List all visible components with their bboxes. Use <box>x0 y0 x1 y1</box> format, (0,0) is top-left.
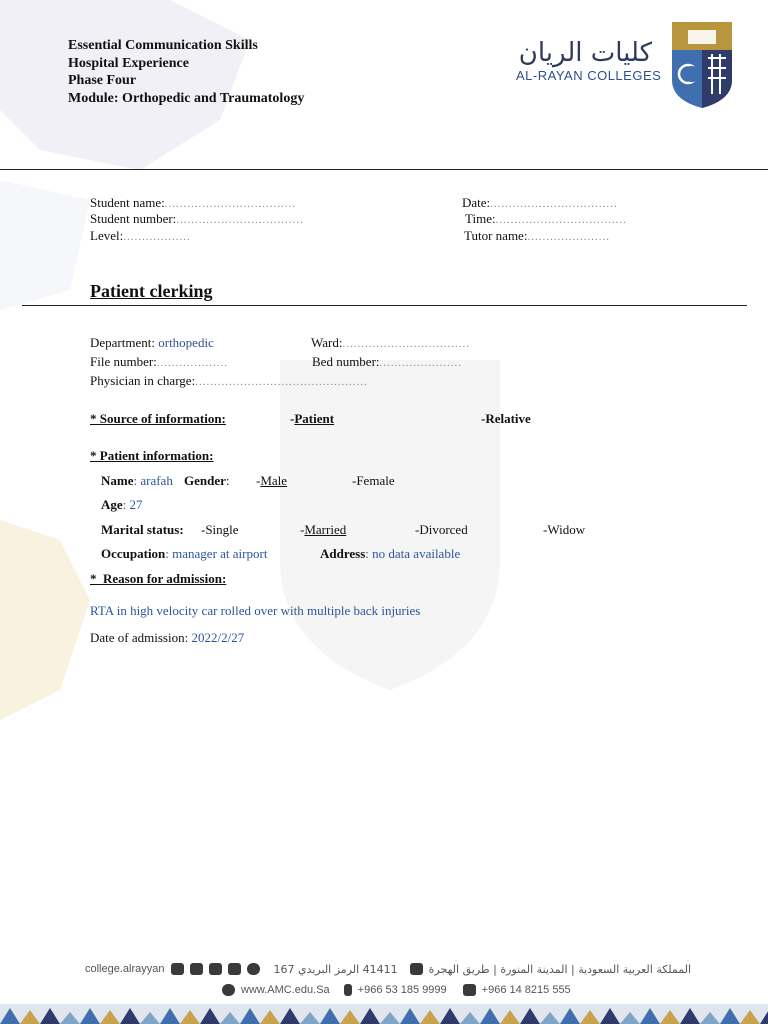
logo-arabic-text: كليات الريان <box>518 38 652 68</box>
instagram-icon[interactable] <box>209 963 222 975</box>
mail-icon <box>410 963 423 975</box>
course-title: Essential Communication Skills <box>68 38 258 53</box>
date-field[interactable] <box>462 195 618 211</box>
gender-female-option[interactable]: -Female <box>352 473 395 488</box>
marital-widow-option[interactable]: -Widow <box>543 522 586 537</box>
tutor-name-dots: ...................... <box>527 231 610 243</box>
time-label: Time: <box>465 211 496 226</box>
student-number-dots: .................................. <box>176 214 304 226</box>
occupation-field <box>101 546 267 562</box>
gender-label: Gender <box>184 473 226 488</box>
admission-date-field <box>90 630 244 646</box>
ward-label: Ward: <box>311 335 343 350</box>
admission-date-label: Date of admission: <box>90 630 189 645</box>
bed-number-dots: ...................... <box>379 357 463 369</box>
header-divider <box>0 169 768 170</box>
admission-date-value: 2022/2/27 <box>188 630 245 645</box>
marital-married-text: Married <box>304 522 347 537</box>
marital-divorced-option[interactable]: -Divorced <box>415 522 468 537</box>
tutor-name-label: Tutor name: <box>464 228 528 243</box>
footer-social-handle: college.alrayyan <box>85 963 165 975</box>
globe-icon <box>222 984 235 996</box>
logo-english-text: AL-RAYAN COLLEGES <box>516 68 662 83</box>
footer-row-2 <box>222 982 622 998</box>
student-number-label: Student number: <box>90 211 177 226</box>
snapchat-icon[interactable] <box>171 963 184 975</box>
address-label: Address <box>320 546 366 561</box>
phase-title: Phase Four <box>68 73 137 88</box>
age-field <box>101 497 143 513</box>
student-name-label: Student name: <box>90 195 165 210</box>
physician-label: Physician in charge: <box>90 373 196 388</box>
college-shield-icon <box>670 20 734 110</box>
date-dots: .................................. <box>490 198 618 210</box>
physician-field[interactable] <box>90 373 368 389</box>
youtube-icon[interactable] <box>190 963 203 975</box>
student-name-field[interactable] <box>90 195 296 211</box>
reason-value: RTA in high velocity car rolled over with multiple back injuries <box>90 603 421 618</box>
module-title: Module: Orthopedic and Traumatology <box>68 91 305 106</box>
source-relative-option[interactable]: -Relative <box>481 411 531 426</box>
gender-colon: : <box>225 473 230 488</box>
title-divider <box>22 305 747 306</box>
patient-info-label: * Patient information: <box>90 448 214 463</box>
file-number-field[interactable] <box>90 354 228 370</box>
footer-address: المملكة العربية السعودية | المدينة المنورة | طريق الهجرة <box>428 962 692 976</box>
twitter-icon[interactable] <box>247 963 260 975</box>
file-number-label: File number: <box>90 354 157 369</box>
bed-number-label: Bed number: <box>312 354 380 369</box>
occupation-label: Occupation <box>101 546 166 561</box>
mobile-phone-icon <box>344 984 352 996</box>
facebook-icon[interactable] <box>228 963 241 975</box>
marital-label: Marital status: <box>101 522 184 537</box>
gender-male-text: Male <box>260 473 288 488</box>
reason-label: * Reason for admission: <box>90 571 227 586</box>
name-label: Name <box>101 473 134 488</box>
level-dots: .................. <box>123 231 191 243</box>
department-value: orthopedic <box>158 335 214 350</box>
level-label: Level: <box>90 228 124 243</box>
telephone-icon <box>463 984 476 996</box>
file-number-dots: ................... <box>156 357 229 369</box>
footer-mobile: +966 53 185 9999 <box>357 984 447 996</box>
occupation-value: : manager at airport <box>165 546 268 561</box>
source-patient-option[interactable]: -Patient <box>290 411 335 426</box>
footer-pattern <box>0 1004 768 1024</box>
footer-row-1 <box>85 961 705 977</box>
department-field <box>90 335 214 351</box>
experience-title: Hospital Experience <box>68 56 189 71</box>
age-value: : 27 <box>122 497 143 512</box>
age-label: Age <box>101 497 123 512</box>
footer-website[interactable]: www.AMC.edu.Sa <box>241 984 330 996</box>
tutor-name-field[interactable] <box>464 228 610 244</box>
source-patient-text: Patient <box>294 411 335 426</box>
date-label: Date: <box>462 195 491 210</box>
address-value: : no data available <box>365 546 461 561</box>
physician-dots: .............................................. <box>195 376 368 388</box>
time-field[interactable] <box>465 211 627 227</box>
page-title: Patient clerking <box>90 281 213 301</box>
student-number-field[interactable] <box>90 211 304 227</box>
ward-field[interactable] <box>311 335 470 351</box>
marital-married-option[interactable]: -Married <box>300 522 347 537</box>
student-name-dots: ................................... <box>164 198 296 210</box>
marital-single-option[interactable]: -Single <box>201 522 239 537</box>
department-label: Department: <box>90 335 155 350</box>
time-dots: ................................... <box>495 214 627 226</box>
level-field[interactable] <box>90 228 191 244</box>
gender-field <box>184 473 230 489</box>
footer-po-box: 41411 الرمز البريدي 167 <box>273 962 398 976</box>
name-field <box>101 473 173 489</box>
gender-male-option[interactable]: -Male <box>256 473 288 488</box>
bed-number-field[interactable] <box>312 354 462 370</box>
ward-dots: .................................. <box>342 338 470 350</box>
address-field <box>320 546 460 562</box>
name-value: : arafah <box>133 473 173 488</box>
footer-phone: +966 14 8215 555 <box>481 984 571 996</box>
source-label: * Source of information: <box>90 411 226 426</box>
